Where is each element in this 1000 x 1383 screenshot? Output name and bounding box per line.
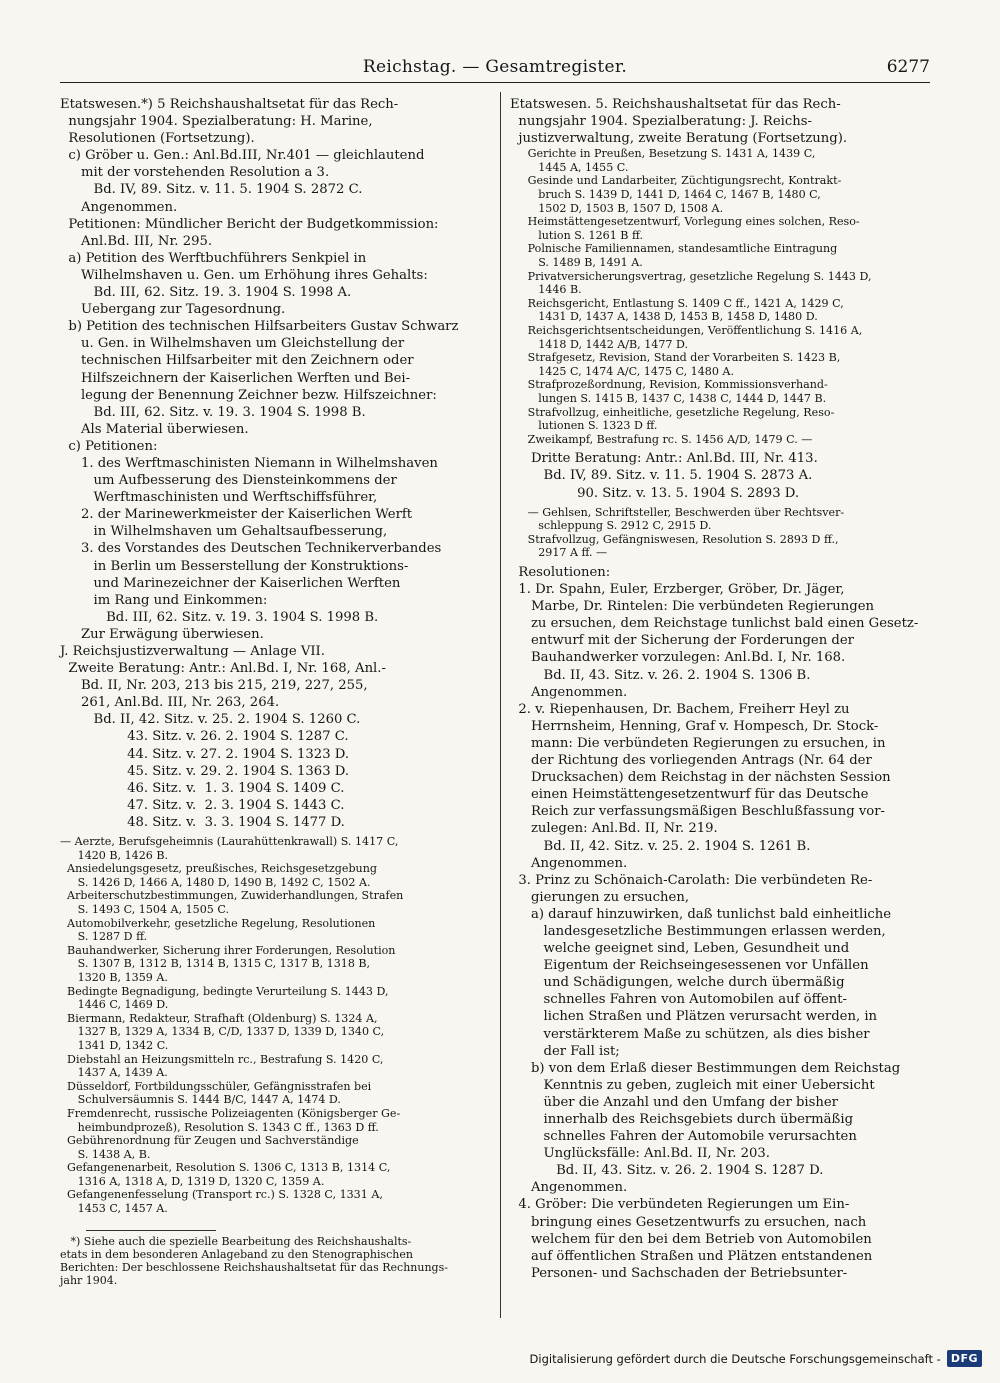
index-entry-line: Heimstättengesetzentwurf, Vorlegung eines solchen, Reso- xyxy=(510,215,860,229)
index-entry-line: Strafvollzug, Gefängniswesen, Resolution S. 2893 D ff., xyxy=(510,532,839,546)
text-line: u. Gen. in Wilhelmshaven um Gleichstellung der xyxy=(60,336,405,352)
index-entry-line: 2917 A ff. — xyxy=(510,546,608,560)
text-line: Herrnsheim, Henning, Graf v. Hompesch, Dr. Stock- xyxy=(510,718,879,734)
page-number: 6277 xyxy=(886,57,930,77)
text-line: 90. Sitz. v. 13. 5. 1904 S. 2893 D. xyxy=(510,485,800,501)
text-line: Als Material überwiesen. xyxy=(60,421,249,437)
index-entry-line: Gefangenenarbeit, Resolution S. 1306 C, 1313 B, 1314 C, xyxy=(60,1161,391,1175)
text-line: Resolutionen (Fortsetzung). xyxy=(60,131,255,147)
text-line: Angenommen. xyxy=(510,855,628,871)
index-entry-line: lutionen S. 1323 D ff. xyxy=(510,419,658,433)
text-line: b) Petition des technischen Hilfsarbeiters Gustav Schwarz xyxy=(60,319,459,335)
footnote-rule xyxy=(86,1230,216,1231)
index-entry-line: Polnische Familiennamen, standesamtliche Eintragung xyxy=(510,242,838,256)
text-line: Bd. II, 43. Sitz. v. 26. 2. 1904 S. 1287 D. xyxy=(510,1163,824,1179)
text-line: technischen Hilfsarbeiter mit den Zeichnern oder xyxy=(60,353,414,369)
text-line: 47. Sitz. v. 2. 3. 1904 S. 1443 C. xyxy=(60,797,345,813)
index-entry-line: S. 1307 B, 1312 B, 1314 B, 1315 C, 1317 B, 1318 B, xyxy=(60,957,371,971)
index-entry-line: Diebstahl an Heizungsmitteln rc., Bestrafung S. 1420 C, xyxy=(60,1052,384,1066)
index-entry-line: Düsseldorf, Fortbildungsschüler, Gefängnisstrafen bei xyxy=(60,1079,372,1093)
text-line: bringung eines Gesetzentwurfs zu ersuchen, nach xyxy=(510,1214,867,1230)
index-entry-line: Privatversicherungsvertrag, gesetzliche Regelung S. 1443 D, xyxy=(510,269,872,283)
index-entry-line: Strafprozeßordnung, Revision, Kommissionsverhand- xyxy=(510,378,828,392)
index-entry-line: Bedingte Begnadigung, bedingte Verurteilung S. 1443 D, xyxy=(60,984,389,998)
text-line: legung der Benennung Zeichner bezw. Hilfszeichner: xyxy=(60,387,437,403)
text-line: in Berlin um Besserstellung der Konstruktions- xyxy=(60,558,409,574)
text-line: 45. Sitz. v. 29. 2. 1904 S. 1363 D. xyxy=(60,763,350,779)
index-entry-line: 1446 B. xyxy=(510,283,582,297)
text-line: Bd. III, 62. Sitz. v. 19. 3. 1904 S. 1998 B. xyxy=(60,609,379,625)
text-line: c) Petitionen: xyxy=(60,438,158,454)
text-line: in Wilhelmshaven um Gehaltsaufbesserung, xyxy=(60,524,388,540)
text-line: Bd. II, 43. Sitz. v. 26. 2. 1904 S. 1306 B. xyxy=(510,667,811,683)
text-line: entwurf mit der Sicherung der Forderungen der xyxy=(510,633,854,649)
text-line: 3. des Vorstandes des Deutschen Technikerverbandes xyxy=(60,541,442,557)
text-line: Bd. IV, 89. Sitz. v. 11. 5. 1904 S. 2872 C. xyxy=(60,182,363,198)
text-line: Uebergang zur Tagesordnung. xyxy=(60,302,286,318)
footnote xyxy=(60,1235,490,1288)
text-line: c) Gröber u. Gen.: Anl.Bd.III, Nr.401 — gleichlautend xyxy=(60,148,425,164)
right-section-heading xyxy=(510,96,930,147)
text-line: Wilhelmshaven u. Gen. um Erhöhung ihres Gehalts: xyxy=(60,267,428,283)
text-line: landesgesetzliche Bestimmungen erlassen werden, xyxy=(510,923,886,939)
text-line: 44. Sitz. v. 27. 2. 1904 S. 1323 D. xyxy=(60,746,350,762)
index-entry-line: lungen S. 1415 B, 1437 C, 1438 C, 1444 D, 1447 B. xyxy=(510,391,827,405)
text-line: Unglücksfälle: Anl.Bd. II, Nr. 203. xyxy=(510,1146,770,1162)
text-line: Zur Erwägung überwiesen. xyxy=(60,626,264,642)
text-line: Angenommen. xyxy=(510,684,628,700)
text-line: gierungen zu ersuchen, xyxy=(510,889,690,905)
text-line: Bauhandwerker vorzulegen: Anl.Bd. I, Nr. 168. xyxy=(510,650,846,666)
text-line: Etatswesen.*) 5 Reichshaushaltsetat für das Rech- xyxy=(60,97,399,112)
footnote-line: Berichten: Der beschlossene Reichshaushaltsetat für das Rechnungs- xyxy=(60,1261,448,1275)
text-line: und Schädigungen, welche durch übermäßig xyxy=(510,975,845,991)
index-entry-line: Strafvollzug, einheitliche, gesetzliche Regelung, Reso- xyxy=(510,405,835,419)
index-entry-line: 1446 C, 1469 D. xyxy=(60,998,169,1012)
index-entry-line: 1453 C, 1457 A. xyxy=(60,1202,168,1216)
index-entry-line: Reichsgerichtsentscheidungen, Veröffentlichung S. 1416 A, xyxy=(510,324,863,337)
index-entry-line: Gefangenenfesselung (Transport rc.) S. 1328 C, 1331 A, xyxy=(60,1188,383,1202)
text-line: J. Reichsjustizverwaltung — Anlage VII. xyxy=(60,644,325,659)
text-line: schnelles Fahren der Automobile verursachten xyxy=(510,1129,857,1145)
text-line: der Fall ist; xyxy=(510,1043,620,1059)
text-line: mann: Die verbündeten Regierungen zu ersuchen, in xyxy=(510,735,886,751)
text-line: Dritte Beratung: Antr.: Anl.Bd. III, Nr. 413. xyxy=(510,451,818,467)
text-line: b) von dem Erlaß dieser Bestimmungen dem Reichstag xyxy=(510,1060,901,1076)
footnote-line: etats in dem besonderen Anlageband zu den Stenographischen xyxy=(60,1247,413,1261)
text-line: verstärkterem Maße zu schützen, als dies bisher xyxy=(510,1026,870,1042)
text-line: um Aufbesserung des Diensteinkommens der xyxy=(60,473,397,489)
text-line: innerhalb des Reichsgebiets durch übermäßig xyxy=(510,1112,854,1127)
text-line: Etatswesen. 5. Reichshaushaltsetat für das Rech- xyxy=(510,97,841,112)
index-entry-line: S. 1438 A, B. xyxy=(60,1147,151,1161)
index-entry-line: — Aerzte, Berufsgeheimnis (Laurahüttenkrawall) S. 1417 C, xyxy=(60,835,399,849)
text-line: nungsjahr 1904. Spezialberatung: H. Marine, xyxy=(60,114,373,130)
text-line: Personen- und Sachschaden der Betriebsunter- xyxy=(510,1265,848,1281)
index-entry-line: S. 1287 D ff. xyxy=(60,930,148,944)
index-entry-line: Fremdenrecht, russische Polizeiagenten (Königsberger Ge- xyxy=(60,1106,401,1120)
left-main-text xyxy=(60,96,490,831)
text-line: Bd. III, 62. Sitz. 19. 3. 1904 S. 1998 A. xyxy=(60,285,352,301)
text-line: welchem für den bei dem Betrieb von Automobilen xyxy=(510,1231,872,1247)
text-line: im Rang und Einkommen: xyxy=(60,592,268,608)
index-entry-line: 1437 A, 1439 A. xyxy=(60,1066,168,1080)
footer-credit xyxy=(530,1350,982,1367)
page-header xyxy=(60,52,930,83)
index-entry-line: S. 1489 B, 1491 A. xyxy=(510,256,643,270)
text-line: zulegen: Anl.Bd. II, Nr. 219. xyxy=(510,821,718,837)
footer-text: Digitalisierung gefördert durch die Deutsche Forschungsgemeinschaft - xyxy=(529,1351,941,1366)
text-line: mit der vorstehenden Resolution a 3. xyxy=(60,165,330,181)
column-divider xyxy=(500,92,501,1318)
text-line: a) Petition des Werftbuchführers Senkpiel in xyxy=(60,250,367,266)
text-line: justizverwaltung, zweite Beratung (Fortsetzung). xyxy=(510,131,848,147)
index-entry-line: 1418 D, 1442 A/B, 1477 D. xyxy=(510,337,689,351)
text-line: schnelles Fahren von Automobilen auf öffent- xyxy=(510,992,848,1008)
text-line: a) darauf hinzuwirken, daß tunlichst bald einheitliche xyxy=(510,906,892,922)
text-line: Hilfszeichnern der Kaiserlichen Werften und Bei- xyxy=(60,370,411,386)
dfg-logo: DFG xyxy=(947,1350,982,1367)
index-entry-line: S. 1426 D, 1466 A, 1480 D, 1490 B, 1492 C, 1502 A. xyxy=(60,875,371,889)
text-line: nungsjahr 1904. Spezialberatung: J. Reichs- xyxy=(510,114,812,130)
text-line: Kenntnis zu geben, zugleich mit einer Uebersicht xyxy=(510,1077,875,1093)
text-line: Petitionen: Mündlicher Bericht der Budgetkommission: xyxy=(60,216,439,232)
page-title: Reichstag. — Gesamtregister. xyxy=(362,57,628,77)
index-entry-line: Schulversäumnis S. 1444 B/C, 1447 A, 1474 D. xyxy=(60,1093,341,1107)
text-line: Bd. II, Nr. 203, 213 bis 215, 219, 227, 255, xyxy=(60,678,368,694)
index-entry-line: 1316 A, 1318 A, D, 1319 D, 1320 C, 1359 A. xyxy=(60,1174,325,1188)
index-entry-line: heimbundprozeß), Resolution S. 1343 C ff., 1363 D ff. xyxy=(60,1120,379,1134)
text-line: Zweite Beratung: Antr.: Anl.Bd. I, Nr. 168, Anl.- xyxy=(60,661,386,677)
index-entry-line: Gesinde und Landarbeiter, Züchtigungsrecht, Kontrakt- xyxy=(510,174,842,188)
third-reading xyxy=(510,450,930,501)
text-line: Werftmaschinisten und Werftschiffsführer, xyxy=(60,490,378,506)
text-line: Reich zur verfassungsmäßigen Beschlußfassung vor- xyxy=(510,804,885,820)
text-line: und Marinezeichner der Kaiserlichen Werften xyxy=(60,575,401,591)
text-line: Angenommen. xyxy=(510,1180,628,1196)
text-line: 43. Sitz. v. 26. 2. 1904 S. 1287 C. xyxy=(60,729,349,745)
text-line: 3. Prinz zu Schönaich-Carolath: Die verbündeten Re- xyxy=(510,872,873,888)
index-entry-line: 1425 C, 1474 A/C, 1475 C, 1480 A. xyxy=(510,364,734,378)
text-line: 2. v. Riepenhausen, Dr. Bachem, Freiherr Heyl zu xyxy=(510,701,850,717)
footnote-line: *) Siehe auch die spezielle Bearbeitung des Reichshaushalts- xyxy=(60,1234,412,1248)
text-line: Bd. IV, 89. Sitz. v. 11. 5. 1904 S. 2873 A. xyxy=(510,468,813,484)
index-entry-line: S. 1493 C, 1504 A, 1505 C. xyxy=(60,903,229,916)
index-entry-line: lution S. 1261 B ff. xyxy=(510,228,643,242)
index-entry-line: Bauhandwerker, Sicherung ihrer Forderungen, Resolution xyxy=(60,943,396,957)
index-entry-line: Reichsgericht, Entlastung S. 1409 C ff., 1421 A, 1429 C, xyxy=(510,296,844,310)
text-line: lichen Straßen und Plätzen verursacht werden, in xyxy=(510,1009,878,1025)
right-index-entries xyxy=(510,147,930,446)
text-line: über die Anzahl und den Umfang der bisher xyxy=(510,1094,838,1110)
third-reading-entries xyxy=(510,506,930,560)
index-entry-line: 1420 B, 1426 B. xyxy=(60,848,169,862)
text-line: Drucksachen) dem Reichstag in der nächsten Session xyxy=(510,770,891,786)
text-line: Angenommen. xyxy=(60,199,178,215)
index-entry-line: 1341 D, 1342 C. xyxy=(60,1038,169,1052)
text-line: 2. der Marinewerkmeister der Kaiserlichen Werft xyxy=(60,507,413,523)
index-entry-line: Arbeiterschutzbestimmungen, Zuwiderhandlungen, Strafen xyxy=(60,889,404,903)
left-index-entries xyxy=(60,835,490,1216)
text-line: einen Heimstättengesetzentwurf für das Deutsche xyxy=(510,787,869,803)
text-line: 4. Gröber: Die verbündeten Regierungen um Ein- xyxy=(510,1197,850,1213)
index-entry-line: 1327 B, 1329 A, 1334 B, C/D, 1337 D, 1339 D, 1340 C, xyxy=(60,1025,385,1039)
index-entry-line: 1445 A, 1455 C. xyxy=(510,160,629,174)
text-line: Bd. II, 42. Sitz. v. 25. 2. 1904 S. 1261 B. xyxy=(510,838,811,854)
index-entry-line: 1431 D, 1437 A, 1438 D, 1453 B, 1458 D, 1480 D. xyxy=(510,310,818,324)
text-line: Resolutionen: xyxy=(510,565,611,580)
text-line: Marbe, Dr. Rintelen: Die verbündeten Regierungen xyxy=(510,599,875,615)
index-entry-line: — Gehlsen, Schriftsteller, Beschwerden über Rechtsver- xyxy=(510,505,845,519)
text-line: Bd. II, 42. Sitz. v. 25. 2. 1904 S. 1260 C. xyxy=(60,712,361,728)
text-line: 1. des Werftmaschinisten Niemann in Wilhelmshaven xyxy=(60,455,438,471)
index-entry-line: Gerichte in Preußen, Besetzung S. 1431 A, 1439 C, xyxy=(510,147,816,161)
left-column xyxy=(60,96,490,1287)
index-entry-line: Biermann, Redakteur, Strafhaft (Oldenburg) S. 1324 A, xyxy=(60,1011,378,1025)
text-line: Bd. III, 62. Sitz. v. 19. 3. 1904 S. 1998 B. xyxy=(60,404,366,420)
right-column xyxy=(510,96,930,1282)
index-entry-line: Strafgesetz, Revision, Stand der Vorarbeiten S. 1423 B, xyxy=(510,351,841,365)
text-line: zu ersuchen, dem Reichstage tunlichst bald einen Gesetz- xyxy=(510,616,919,632)
text-line: 1. Dr. Spahn, Euler, Erzberger, Gröber, Dr. Jäger, xyxy=(510,582,845,598)
resolutions xyxy=(510,564,930,1282)
text-line: auf öffentlichen Straßen und Plätzen entstandenen xyxy=(510,1248,873,1264)
index-entry-line: bruch S. 1439 D, 1441 D, 1464 C, 1467 B, 1480 C, xyxy=(510,188,821,202)
text-line: Anl.Bd. III, Nr. 295. xyxy=(60,233,213,249)
index-entry-line: Gebührenordnung für Zeugen und Sachverständige xyxy=(60,1134,359,1148)
index-entry-line: Automobilverkehr, gesetzliche Regelung, Resolutionen xyxy=(60,916,376,930)
index-entry-line: Zweikampf, Bestrafung rc. S. 1456 A/D, 1479 C. — xyxy=(510,432,813,446)
index-entry-line: 1320 B, 1359 A. xyxy=(60,970,168,984)
index-entry-line: schleppung S. 2912 C, 2915 D. xyxy=(510,519,712,533)
index-entry-line: 1502 D, 1503 B, 1507 D, 1508 A. xyxy=(510,201,724,215)
text-line: 46. Sitz. v. 1. 3. 1904 S. 1409 C. xyxy=(60,780,345,796)
text-line: 261, Anl.Bd. III, Nr. 263, 264. xyxy=(60,695,280,711)
index-entry-line: Ansiedelungsgesetz, preußisches, Reichsgesetzgebung xyxy=(60,862,377,876)
text-line: der Richtung des vorliegenden Antrags (Nr. 64 der xyxy=(510,753,872,769)
text-line: Eigentum der Reichseingesessenen vor Unfällen xyxy=(510,958,869,974)
footnote-line: jahr 1904. xyxy=(60,1274,118,1288)
text-line: 48. Sitz. v. 3. 3. 1904 S. 1477 D. xyxy=(60,814,345,830)
text-line: welche geeignet sind, Leben, Gesundheit und xyxy=(510,941,850,957)
